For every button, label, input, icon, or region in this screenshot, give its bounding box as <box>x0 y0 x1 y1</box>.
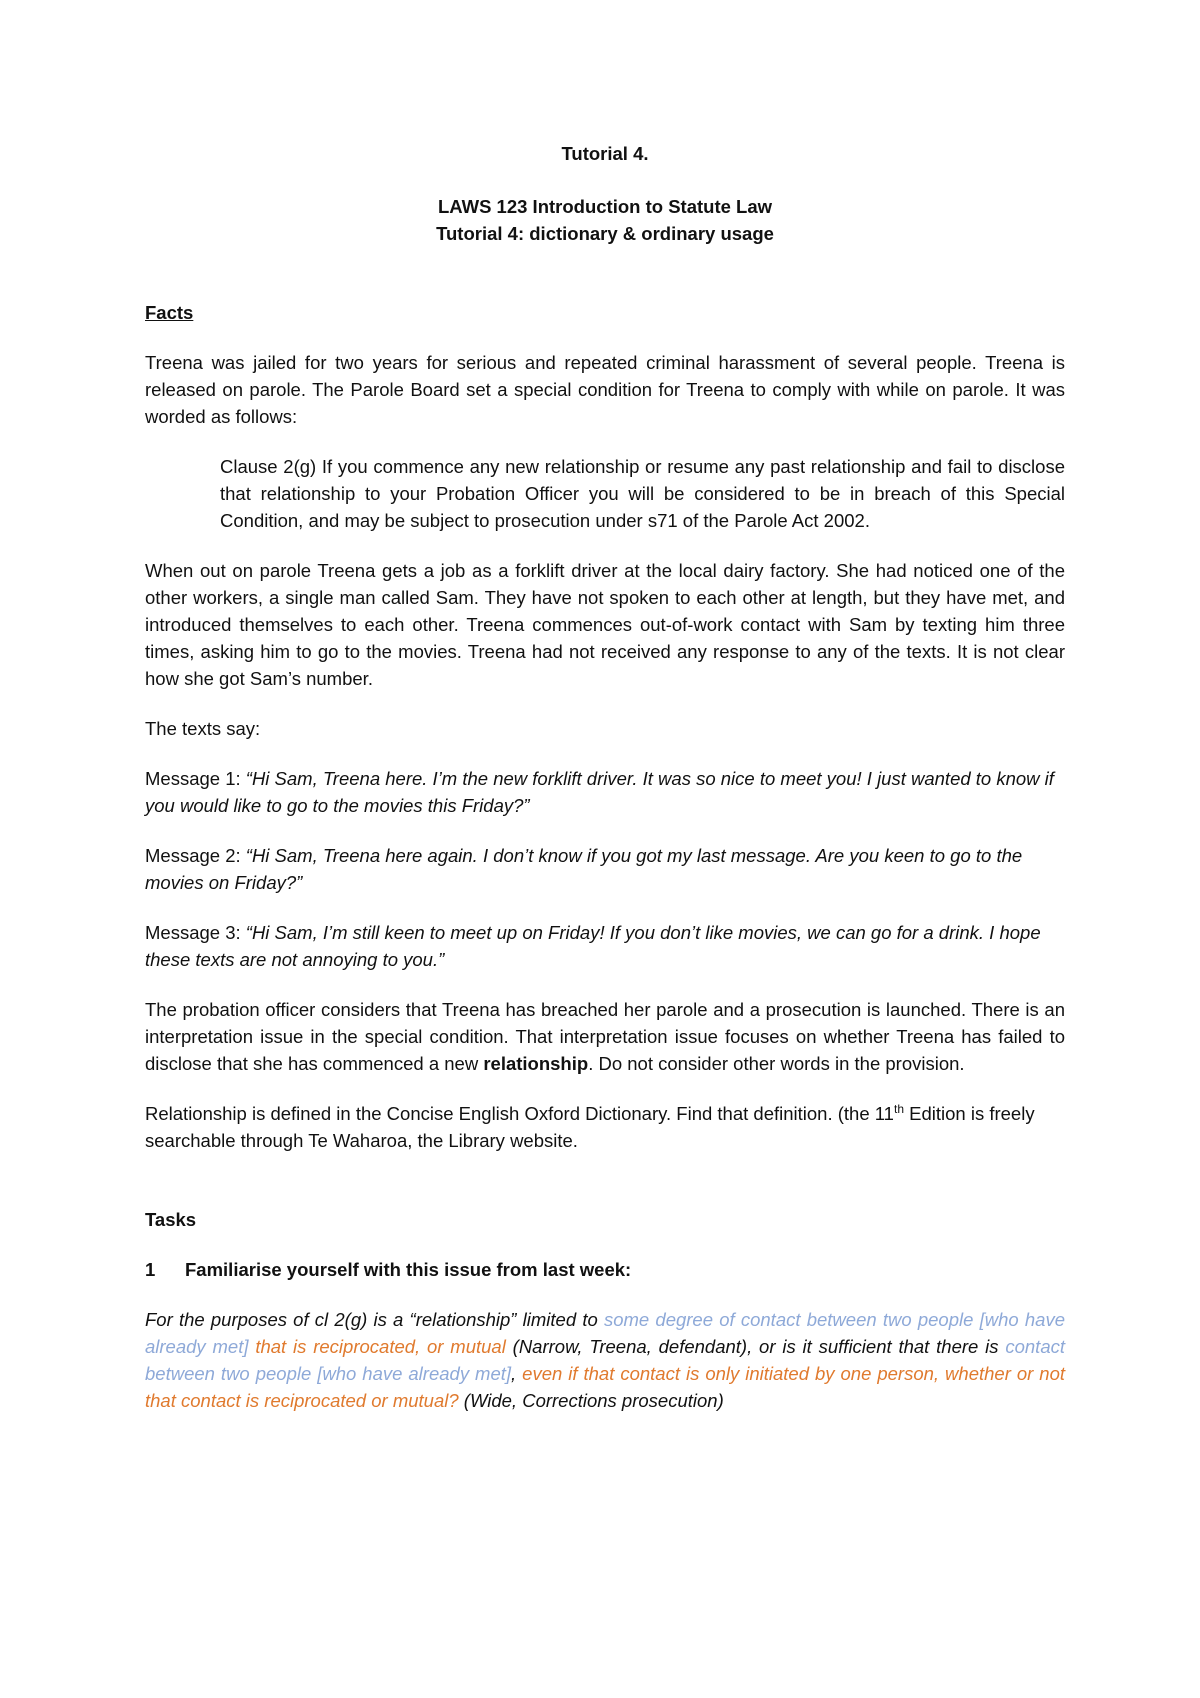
task-1-title-row <box>145 1256 1065 1283</box>
facts-paragraph-4 <box>145 1100 1065 1154</box>
para3-text-after: . Do not consider other words in the provision. <box>588 1053 965 1074</box>
facts-paragraph-2: When out on parole Treena gets a job as a forklift driver at the local dairy factory. She had noticed one of the other workers, a single man called Sam. They have not spoken to each other at length, but they have met, and introduced themselves to each other. Treena commences out-of-work contact with Sam by texting him three times, asking him to go to the movies. Treena had not received any response to any of the texts. It is not clear how she got Sam’s number. <box>145 560 1065 689</box>
course-title: LAWS 123 Introduction to Statute Law <box>437 196 773 217</box>
facts-heading: Facts <box>145 302 194 323</box>
facts-paragraph-3 <box>145 996 1065 1077</box>
question-highlight-orange-2: even if that contact is only initiated by one person, whether or not that contact is reciprocated or mutual? <box>145 1363 1065 1411</box>
edition-superscript: th <box>893 1101 904 1116</box>
message-1-label: Message 1: <box>145 768 246 789</box>
message-3-text: “Hi Sam, I’m still keen to meet up on Friday! If you don’t like movies, we can go for a drink. I hope these texts are not annoying to you.” <box>145 922 1041 970</box>
texts-intro: The texts say: <box>145 718 261 739</box>
tasks-heading: Tasks <box>145 1209 197 1230</box>
clause-quote: Clause 2(g) If you commence any new relationship or resume any past relationship and fail to disclose that relationship to your Probation Officer you will be considered to be in breach of this Special Condition, and may be subject to prosecution under s71 of the Parole Act 2002. <box>220 456 1065 531</box>
question-highlight-orange-1: that is reciprocated, or mutual <box>255 1336 506 1357</box>
tutorial-subtitle: Tutorial 4: dictionary & ordinary usage <box>436 223 774 244</box>
task-1-number: 1 <box>145 1259 156 1280</box>
message-1-text: “Hi Sam, Treena here. I’m the new forklift driver. It was so nice to meet you! I just wanted to know if you would like to go to the movies this Friday?” <box>145 768 1054 816</box>
message-3-label: Message 3: <box>145 922 246 943</box>
question-text-5: (Wide, Corrections prosecution) <box>458 1390 724 1411</box>
para4-text-before: Relationship is defined in the Concise English Oxford Dictionary. Find that definition. (the 11 <box>145 1103 894 1124</box>
message-2-text: “Hi Sam, Treena here again. I don’t know if you got my last message. Are you keen to go to the movies on Friday?” <box>145 845 1023 893</box>
task-1-question <box>145 1306 1065 1414</box>
para4-text-after: Edition is freely searchable through Te Waharoa, the Library website. <box>145 1103 1035 1151</box>
question-text-1: For the purposes of cl 2(g) is a “relationship” limited to <box>145 1309 604 1330</box>
question-highlight-blue-2: contact between two people [who have already met] <box>145 1336 1066 1384</box>
relationship-keyword: relationship <box>483 1053 589 1074</box>
task-1-title: Familiarise yourself with this issue from last week: <box>185 1259 632 1280</box>
question-text-4: , <box>511 1363 523 1384</box>
facts-paragraph-1: Treena was jailed for two years for serious and repeated criminal harassment of several people. Treena is released on parole. The Parole Board set a special condition for Treena to comply with while on parole. It was worded as follows: <box>145 352 1065 427</box>
document-content <box>145 140 1065 1414</box>
question-text-3: (Narrow, Treena, defendant), or is it sufficient that there is <box>505 1336 1006 1357</box>
message-2 <box>145 842 1065 896</box>
page-title: Tutorial 4. <box>561 143 649 164</box>
question-highlight-blue-1: some degree of contact between two people [who have already met] <box>145 1309 1065 1357</box>
message-3 <box>145 919 1065 973</box>
message-2-label: Message 2: <box>145 845 246 866</box>
para3-text-before: The probation officer considers that Treena has breached her parole and a prosecution is launched. There is an interpretation issue in the special condition. That interpretation issue focuses on whether Treena has failed to disclose that she has commenced a new <box>145 999 1065 1074</box>
message-1 <box>145 765 1065 819</box>
